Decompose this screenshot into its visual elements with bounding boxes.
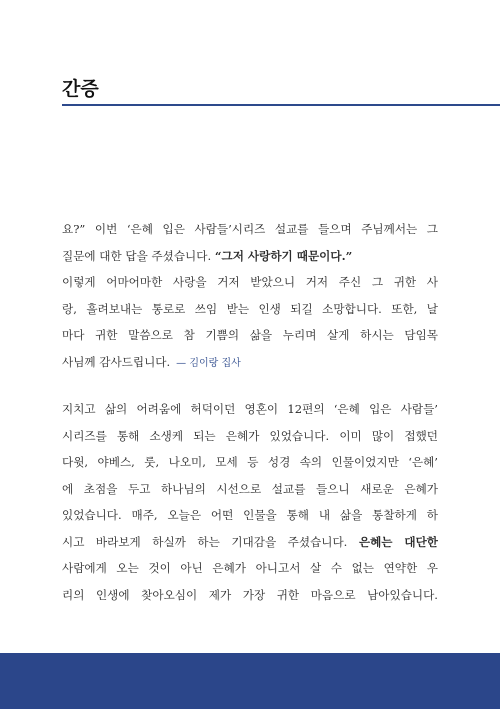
text-line: 요?” 이번 ‘은혜 입은 사람들’시리즈 설교를 들으며 주님께서는 그 [62, 222, 438, 236]
text-line [62, 243, 438, 270]
text-line [62, 349, 438, 376]
text-line: 시리즈를 통해 소생케 되는 은혜가 있었습니다. 이미 많이 접했던 [62, 428, 438, 443]
header-divider [62, 104, 500, 106]
text-fragment: 질문에 대한 답을 주셨습니다. [62, 248, 215, 263]
text-line: 에 초점을 두고 하나님의 시선으로 설교를 들으니 새로운 은혜가 [62, 481, 438, 496]
text-line: 리의 인생에 찾아오심이 제가 가장 귀한 마음으로 남아있습니다. [62, 587, 438, 602]
text-line: 랑, 흘려보내는 통로로 쓰임 받는 인생 되길 소망합니다. 또한, 날 [62, 301, 438, 316]
text-line: 지치고 삶의 어려움에 허덕이던 영혼이 12편의 ‘은혜 입은 사람들’ [62, 402, 438, 416]
testimony-paragraph-2 [62, 396, 438, 608]
text-fragment: 시고 바라보게 하실까 하는 기대감을 주셨습니다. [62, 534, 359, 549]
emphasized-quote: “그저 사랑하기 때문이다.” [214, 248, 353, 263]
page-title: 간증 [62, 78, 99, 100]
text-line: 있었습니다. 매주, 오늘은 어떤 인물을 통해 내 삶을 통찰하게 하 [62, 508, 438, 522]
text-fragment: 사님께 감사드립니다. [62, 354, 171, 369]
author-signature: — 김이랑 집사 [176, 357, 241, 369]
text-line: 다윗, 야베스, 룻, 나오미, 모세 등 성경 속의 인물이었지만 ‘은혜’ [62, 455, 438, 469]
footer-band [0, 653, 500, 709]
text-line: 마다 귀한 말씀으로 참 기쁨의 삶을 누리며 살게 하시는 담임목 [62, 328, 438, 342]
text-line: 사람에게 오는 것이 아닌 은혜가 아니고서 살 수 없는 연약한 우 [62, 561, 438, 575]
text-line [62, 529, 438, 556]
testimony-paragraph-1 [62, 216, 438, 375]
emphasized-text: 은혜는 대단한 [358, 534, 438, 549]
text-line: 이렇게 어마어마한 사랑을 거저 받았으니 거저 주신 그 귀한 사 [62, 275, 438, 289]
